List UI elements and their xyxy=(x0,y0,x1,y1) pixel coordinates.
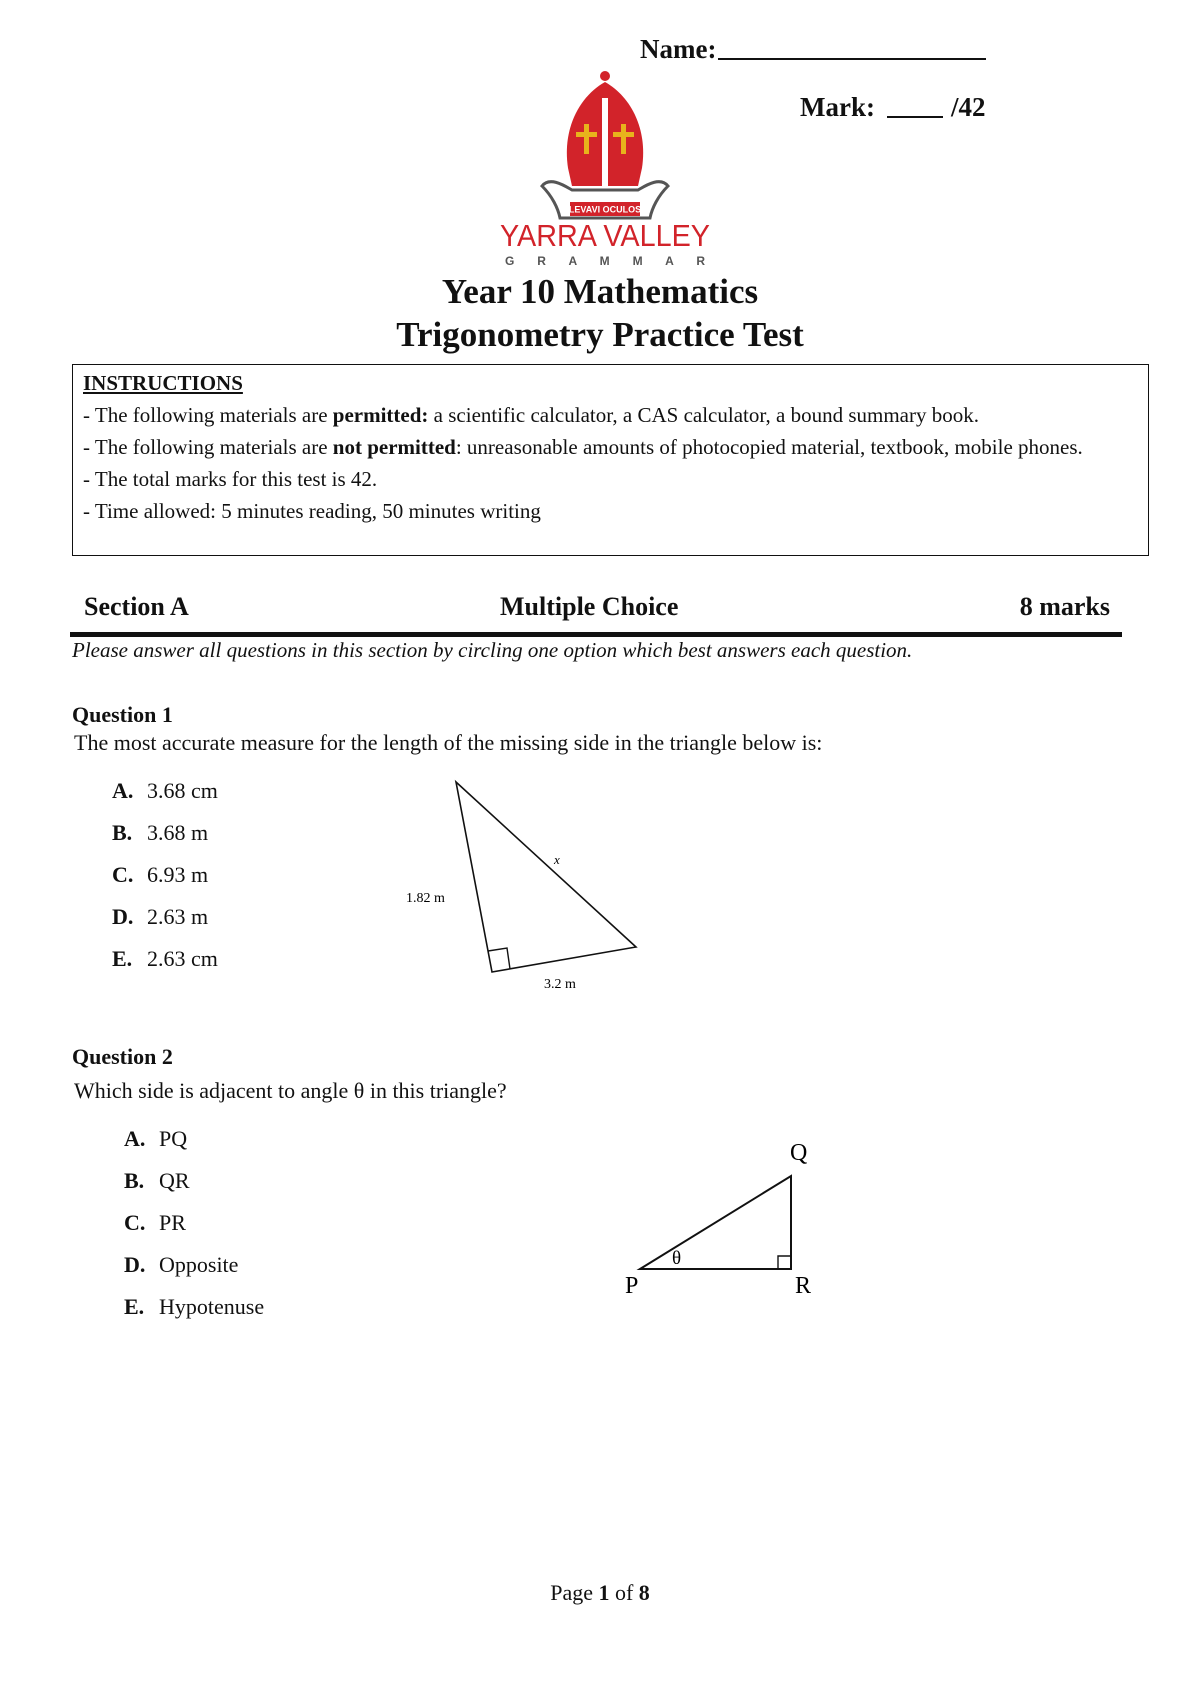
page-footer xyxy=(0,1580,1200,1606)
angle-theta-label: θ xyxy=(672,1248,682,1269)
mark-label: Mark: xyxy=(800,92,875,122)
question-2-option-e[interactable] xyxy=(124,1294,264,1336)
vertex-q-label: Q xyxy=(790,1140,808,1166)
document-title: Year 10 Mathematics xyxy=(441,272,759,311)
instructions-item2-bold: not permitted xyxy=(332,435,456,459)
option-text: 3.68 m xyxy=(147,820,209,845)
option-letter: E. xyxy=(124,1294,145,1319)
option-text: Hypotenuse xyxy=(159,1294,265,1319)
option-letter: E. xyxy=(112,946,133,971)
logo-motto: LEVAVI OCULOS xyxy=(568,204,642,215)
section-label: Section A xyxy=(84,592,189,621)
question-2-triangle-diagram xyxy=(610,1130,850,1300)
instructions-item1-rest: a scientific calculator, a CAS calculator, a bound summary book. xyxy=(428,403,979,427)
question-1-title: Question 1 xyxy=(72,702,173,727)
school-logo xyxy=(480,68,730,268)
option-letter: A. xyxy=(112,778,134,803)
hypotenuse-label: x xyxy=(554,852,560,867)
logo-school-name: YARRA VALLEY xyxy=(500,218,710,253)
question-2-option-b[interactable] xyxy=(124,1168,264,1210)
option-text: QR xyxy=(159,1168,190,1193)
question-2-option-c[interactable] xyxy=(124,1210,264,1252)
mark-total: /42 xyxy=(950,92,986,122)
option-letter: B. xyxy=(112,820,133,845)
option-text: 2.63 m xyxy=(147,904,209,929)
instructions-item-time: - Time allowed: 5 minutes reading, 50 minutes writing xyxy=(83,499,541,523)
option-text: 3.68 cm xyxy=(147,778,218,803)
instructions-item2-prefix: - The following materials are xyxy=(83,435,333,459)
question-2-text: Which side is adjacent to angle θ in this triangle? xyxy=(74,1078,507,1103)
name-field xyxy=(640,34,986,65)
option-letter: B. xyxy=(124,1168,145,1193)
option-text: PR xyxy=(159,1210,186,1235)
instructions-item-not-permitted xyxy=(83,431,1138,463)
question-1-text: The most accurate measure for the length of the missing side in the triangle below is: xyxy=(74,730,823,755)
section-instructions: Please answer all questions in this section by circling one option which best answers each question. xyxy=(72,638,913,662)
name-label: Name: xyxy=(640,34,717,64)
page-word: Page xyxy=(550,1580,593,1605)
option-text: PQ xyxy=(159,1126,188,1151)
section-type: Multiple Choice xyxy=(500,592,679,621)
question-2-options xyxy=(124,1126,264,1336)
question-1-option-e[interactable] xyxy=(112,946,218,988)
page-total: 8 xyxy=(638,1580,650,1605)
instructions-item1-bold: permitted: xyxy=(332,403,429,427)
right-angle-marker xyxy=(778,1256,791,1269)
instructions-item1-prefix: - The following materials are xyxy=(83,403,333,427)
question-1-options xyxy=(112,778,218,988)
vertex-r-label: R xyxy=(795,1273,812,1299)
question-2-option-a[interactable] xyxy=(124,1126,264,1168)
vertex-p-label: P xyxy=(625,1273,639,1299)
section-marks: 8 marks xyxy=(1019,592,1110,621)
option-text: 2.63 cm xyxy=(147,946,218,971)
mark-field xyxy=(800,92,986,123)
document-subtitle: Trigonometry Practice Test xyxy=(396,315,804,354)
instructions-box xyxy=(72,364,1149,556)
logo-school-sub: G R A M M A R xyxy=(505,254,705,268)
option-text: 6.93 m xyxy=(147,862,209,887)
base-length-label: 3.2 m xyxy=(544,977,576,992)
question-2-title: Question 2 xyxy=(72,1044,173,1069)
instructions-item-total-marks: - The total marks for this test is 42. xyxy=(83,467,378,491)
option-letter: C. xyxy=(124,1210,146,1235)
side-length-label: 1.82 m xyxy=(406,891,445,906)
question-1-option-d[interactable] xyxy=(112,904,218,946)
question-1-triangle-diagram xyxy=(406,775,650,995)
instructions-heading: INSTRUCTIONS xyxy=(83,371,243,395)
question-1-option-b[interactable] xyxy=(112,820,218,862)
of-word: of xyxy=(614,1580,634,1605)
question-1-option-a[interactable] xyxy=(112,778,218,820)
instructions-item-permitted xyxy=(83,399,1138,431)
option-letter: D. xyxy=(112,904,134,929)
option-letter: A. xyxy=(124,1126,146,1151)
option-text: Opposite xyxy=(159,1252,239,1277)
question-1-option-c[interactable] xyxy=(112,862,218,904)
triangle-shape xyxy=(640,1176,791,1269)
option-letter: C. xyxy=(112,862,134,887)
option-letter: D. xyxy=(124,1252,146,1277)
page-number: 1 xyxy=(598,1580,610,1605)
mark-blank xyxy=(887,92,943,118)
section-divider xyxy=(70,632,1122,637)
instructions-item2-rest: : unreasonable amounts of photocopied material, textbook, mobile phones. xyxy=(455,435,1083,459)
name-blank xyxy=(718,34,986,60)
question-2-option-d[interactable] xyxy=(124,1252,264,1294)
triangle-shape xyxy=(456,782,636,972)
